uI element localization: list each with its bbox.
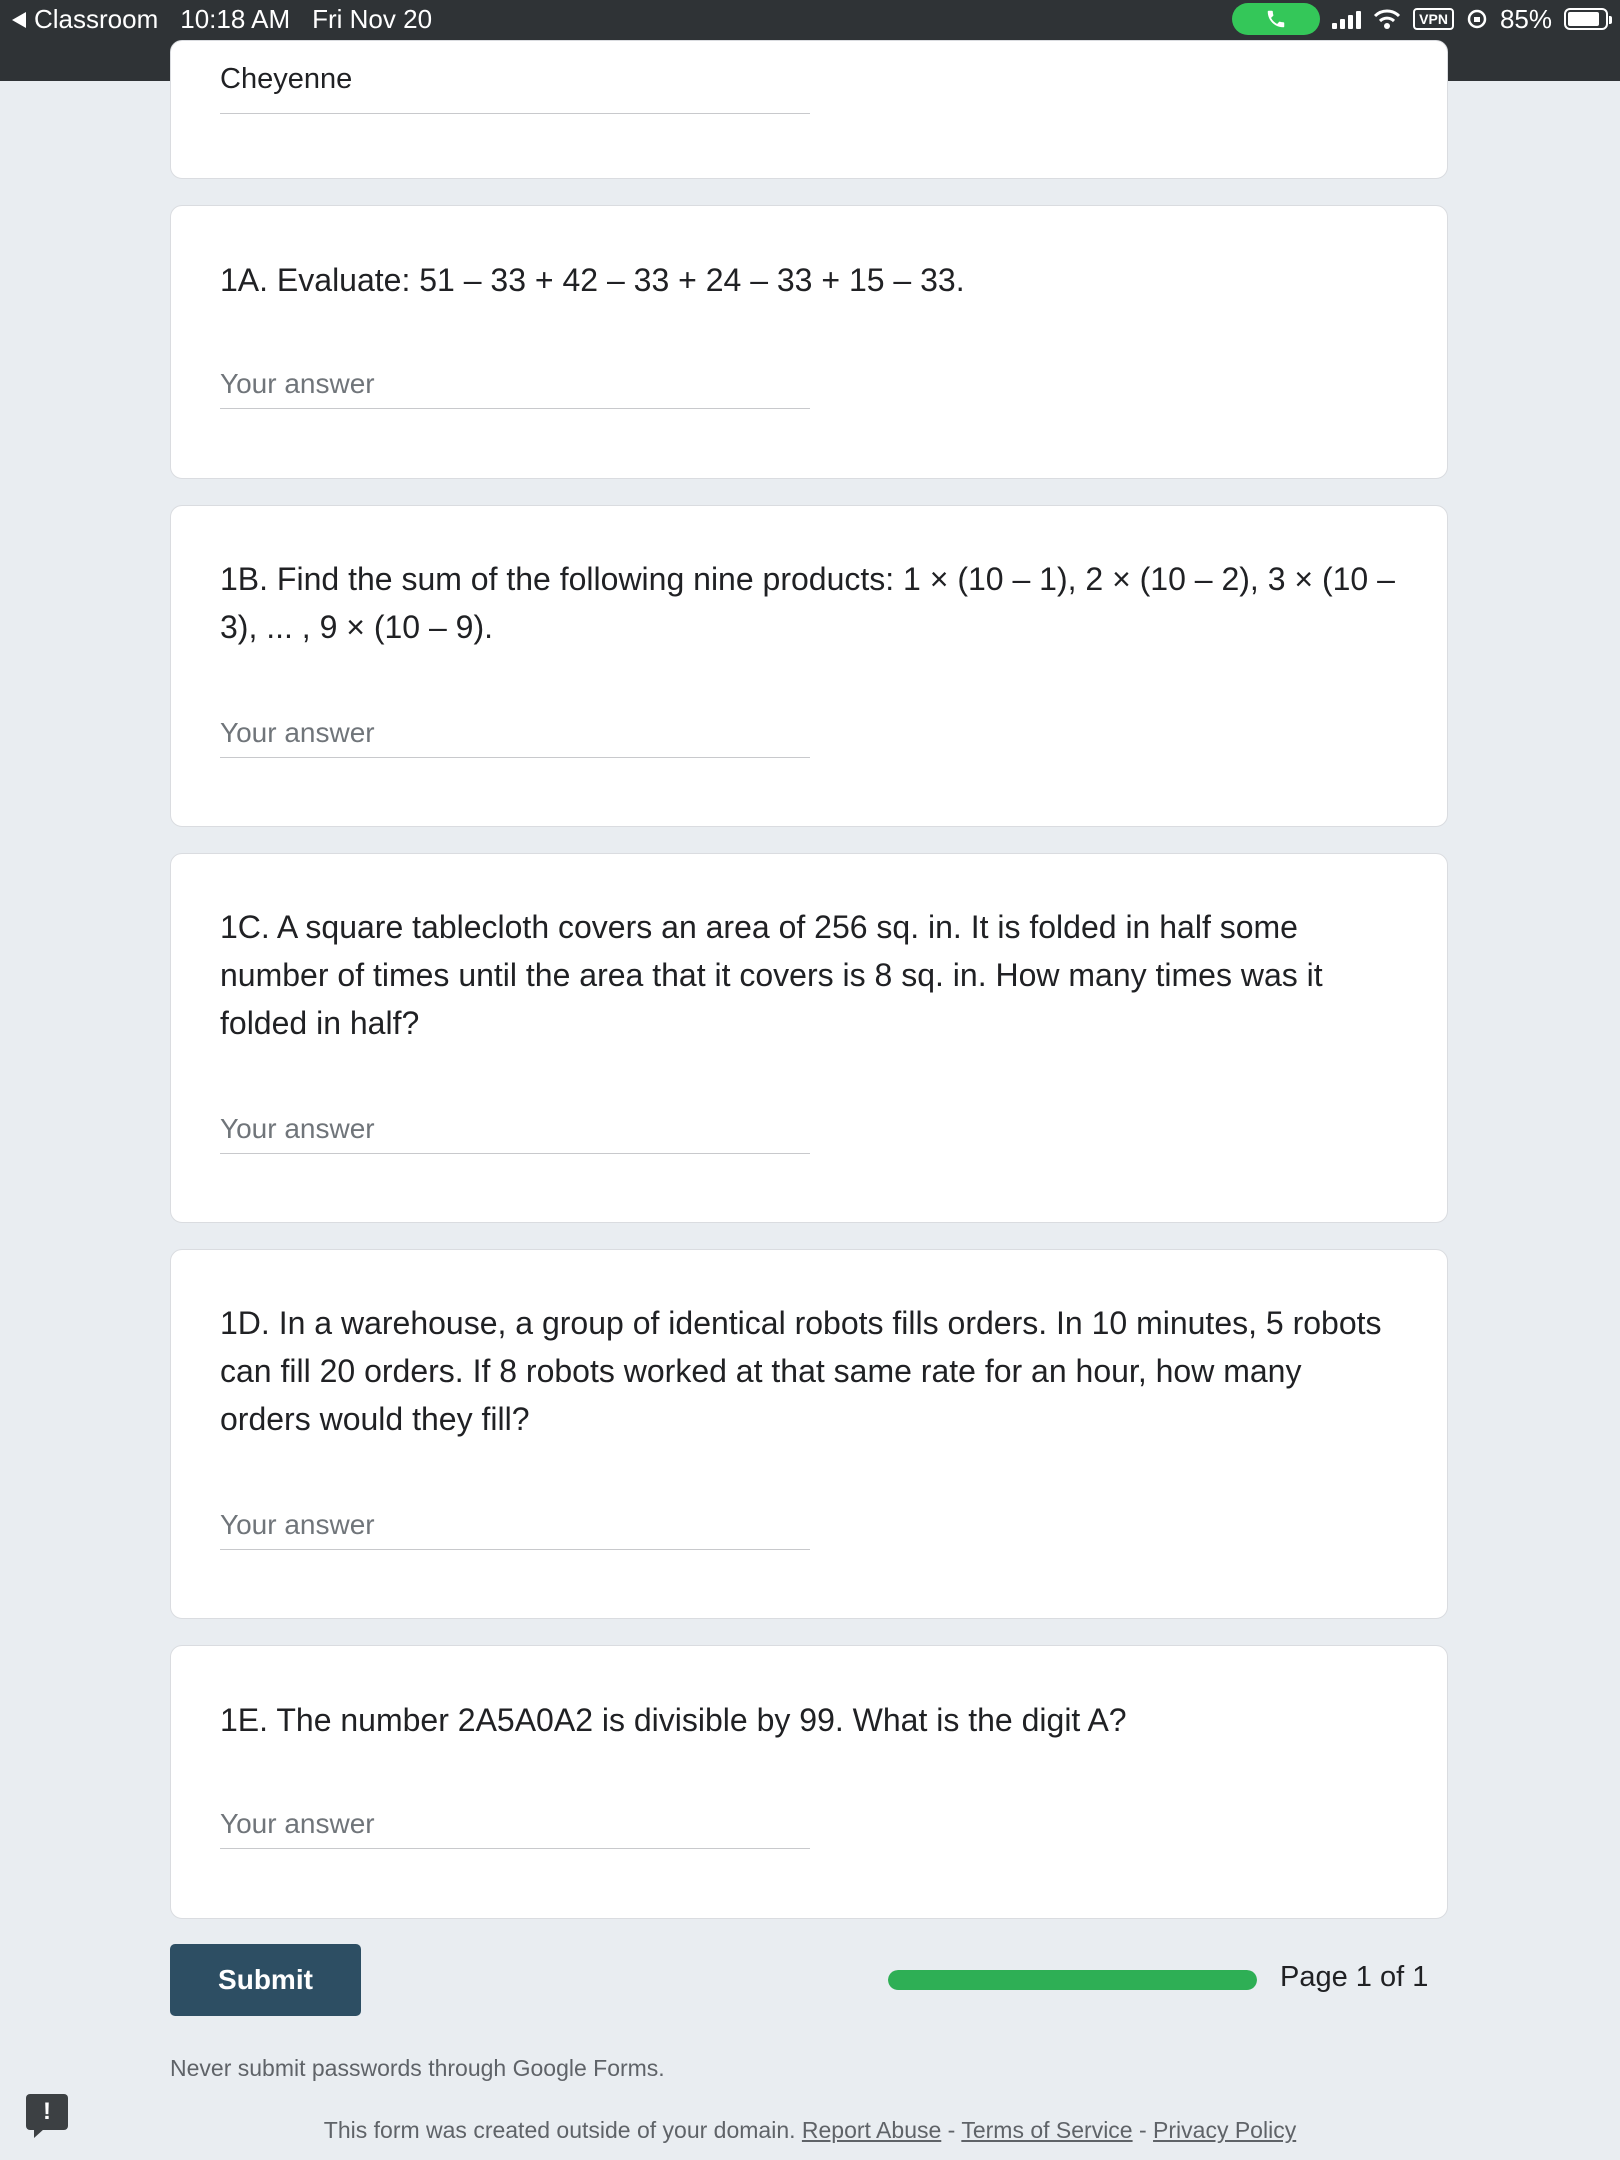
back-to-app-button[interactable] — [12, 4, 158, 35]
privacy-policy-link[interactable]: Privacy Policy — [1153, 2117, 1297, 2143]
progress-bar — [888, 1970, 1257, 1990]
domain-note: This form was created outside of your domain. — [323, 2117, 796, 2143]
phone-icon — [1265, 8, 1287, 30]
feedback-icon[interactable]: ! — [26, 2094, 68, 2130]
status-time: 10:18 AM — [180, 4, 291, 34]
question-card-1c — [170, 853, 1448, 1223]
question-text: 1B. Find the sum of the following nine products: 1 × (10 – 1), 2 × (10 – 2), 3 × (10 – 3), ... , 9 × (10 – 9). — [220, 561, 1395, 645]
orientation-lock-icon — [1466, 8, 1488, 30]
answer-input-1b[interactable] — [220, 708, 810, 758]
report-abuse-link[interactable]: Report Abuse — [801, 2117, 942, 2143]
name-answer-value[interactable]: Cheyenne — [220, 63, 353, 95]
back-app-label: Classroom — [34, 4, 159, 34]
answer-input-1a[interactable] — [220, 359, 810, 409]
answer-input-1c[interactable] — [220, 1104, 810, 1154]
footer-links — [0, 2117, 1620, 2144]
terms-of-service-link[interactable]: Terms of Service — [961, 2117, 1133, 2143]
active-call-indicator[interactable] — [1232, 3, 1320, 35]
battery-icon — [1564, 8, 1608, 30]
question-card-1e — [170, 1645, 1448, 1919]
vpn-badge: VPN — [1413, 8, 1454, 30]
battery-percent: 85% — [1499, 3, 1552, 34]
separator: - — [1138, 2117, 1147, 2143]
question-card-1d — [170, 1249, 1448, 1619]
cellular-signal-icon — [1332, 9, 1361, 29]
question-text: 1E. The number 2A5A0A2 is divisible by 99. What is the digit A? — [220, 1702, 1127, 1738]
question-text: 1C. A square tablecloth covers an area of 256 sq. in. It is folded in half some number of times until the area that it covers is 8 sq. in. How many times was it folded in half? — [220, 909, 1323, 1041]
question-text: 1D. In a warehouse, a group of identical robots fills orders. In 10 minutes, 5 robots can fill 20 orders. If 8 robots worked at that same rate for an hour, how many orders would they fill? — [220, 1305, 1382, 1437]
status-date: Fri Nov 20 — [312, 4, 433, 34]
answer-underline — [220, 113, 810, 114]
submit-button[interactable]: Submit — [170, 1944, 361, 2016]
answer-input-1e[interactable] — [220, 1799, 810, 1849]
page-indicator: Page 1 of 1 — [1280, 1961, 1429, 1993]
question-card-1a — [170, 205, 1448, 479]
separator: - — [947, 2117, 956, 2143]
name-question-card — [170, 40, 1448, 179]
progress-bar-fill — [888, 1970, 1257, 1990]
back-arrow-icon — [12, 12, 26, 28]
answer-input-1d[interactable] — [220, 1500, 810, 1550]
password-warning: Never submit passwords through Google Forms. — [170, 2055, 665, 2081]
question-card-1b — [170, 505, 1448, 827]
wifi-icon — [1373, 8, 1401, 30]
question-text: 1A. Evaluate: 51 – 33 + 42 – 33 + 24 – 33 + 15 – 33. — [220, 262, 965, 298]
